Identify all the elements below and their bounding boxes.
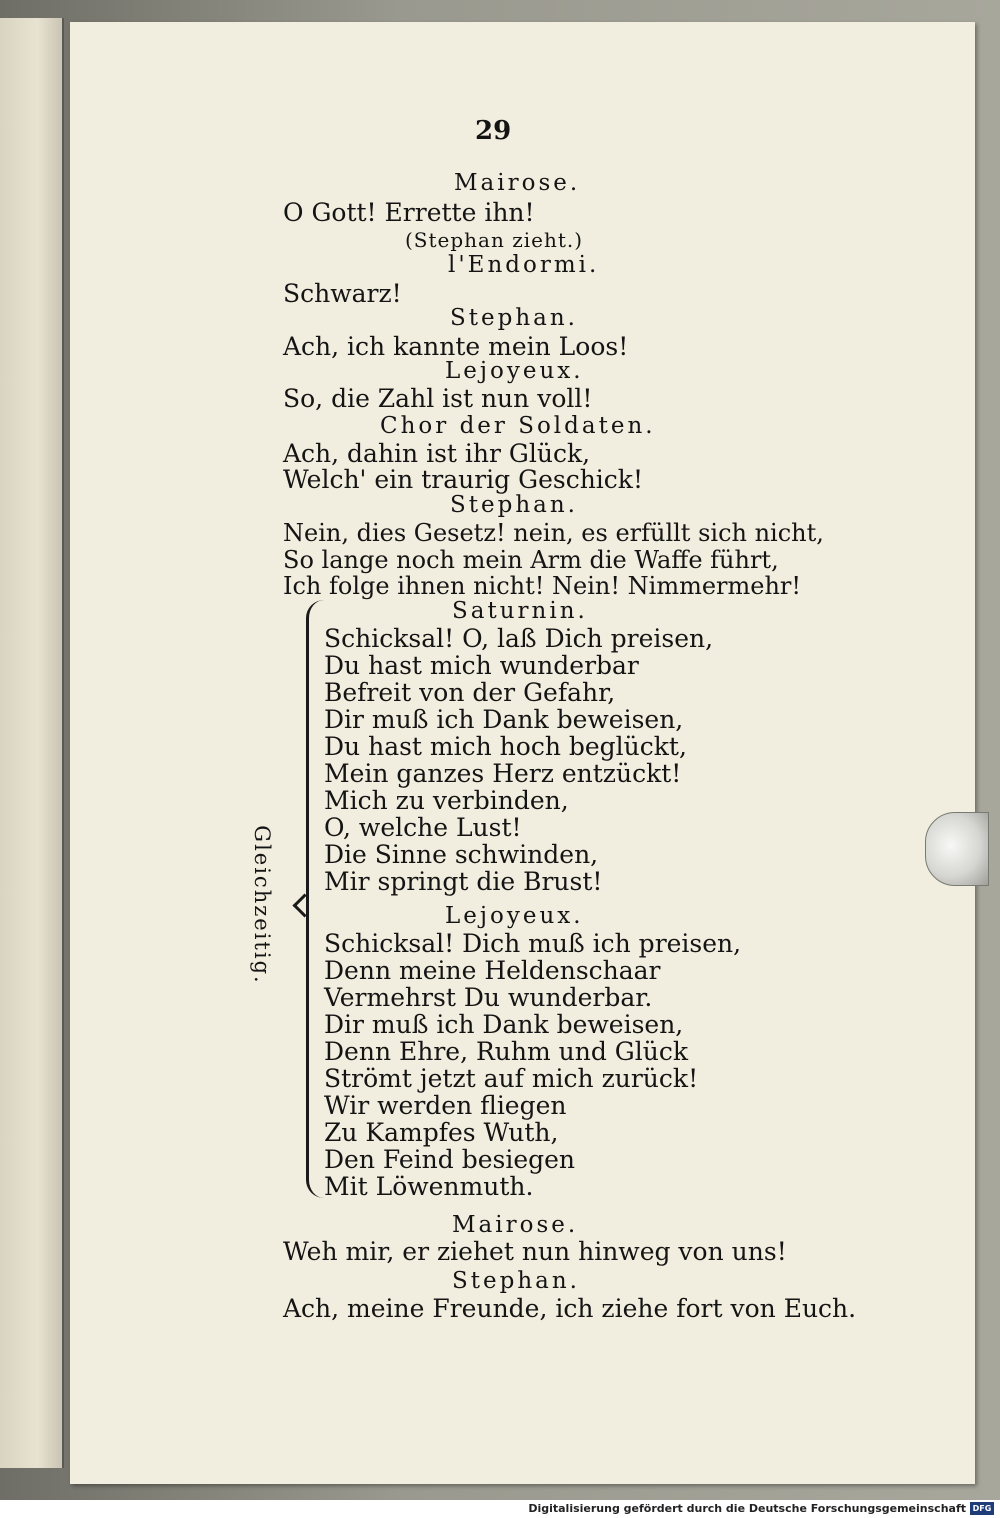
verse-line: Nein, dies Gesetz! nein, es erfüllt sich nicht, [283,519,824,547]
verse-line: So, die Zahl ist nun voll! [283,384,593,413]
speaker-label: Stephan. [450,305,578,331]
speaker-label: Lejoyeux. [445,903,584,929]
verse-line: Schwarz! [283,279,402,308]
page-clip [925,812,989,886]
verse-line: Du hast mich wunderbar [324,651,639,680]
verse-line: Mir springt die Brust! [324,867,603,896]
verse-line: Vermehrst Du wunderbar. [324,983,653,1012]
speaker-label: Lejoyeux. [445,358,584,384]
verse-line: Ach, meine Freunde, ich ziehe fort von Euch. [283,1294,857,1323]
verse-line: O Gott! Errette ihn! [283,198,535,227]
verse-line: Schicksal! Dich muß ich preisen, [324,929,742,958]
verse-line: Weh mir, er ziehet nun hinweg von uns! [283,1237,787,1266]
verse-line: Denn Ehre, Ruhm und Glück [324,1037,689,1066]
verse-line: Zu Kampfes Wuth, [324,1118,559,1147]
speaker-label: Mairose. [452,1212,579,1238]
verse-line: Denn meine Heldenschaar [324,956,661,985]
verse-line: Wir werden fliegen [324,1091,567,1120]
verse-line: Ach, ich kannte mein Loos! [283,332,629,361]
facing-page-edge [0,18,64,1468]
verse-line: Ach, dahin ist ihr Glück, [283,439,591,468]
stage-direction: (Stephan zieht.) [405,228,584,252]
verse-line: Dir muß ich Dank beweisen, [324,1010,684,1039]
speaker-label: Stephan. [452,1268,580,1294]
funding-note: Digitalisierung gefördert durch die Deutsche Forschungsgemeinschaft [528,1502,966,1515]
speaker-label: Mairose. [454,170,581,196]
verse-line: Mit Löwenmuth. [324,1172,534,1201]
speaker-label: Stephan. [450,492,578,518]
verse-line: Welch' ein traurig Geschick! [283,465,643,494]
verse-line: Befreit von der Gefahr, [324,678,616,707]
verse-line: Strömt jetzt auf mich zurück! [324,1064,699,1093]
verse-line: Ich folge ihnen nicht! Nein! Nimmermehr! [283,572,802,600]
speaker-label: l'Endormi. [448,252,600,278]
verse-line: Schicksal! O, laß Dich preisen, [324,624,714,653]
verse-line: O, welche Lust! [324,813,522,842]
verse-line: Mein ganzes Herz entzückt! [324,759,682,788]
simultaneous-label: Gleichzeitig. [250,825,274,985]
verse-line: Den Feind besiegen [324,1145,576,1174]
verse-line: So lange noch mein Arm die Waffe führt, [283,546,779,574]
speaker-label: Saturnin. [452,598,588,624]
verse-line: Du hast mich hoch beglückt, [324,732,687,761]
verse-line: Die Sinne schwinden, [324,840,599,869]
dfg-logo: DFG [970,1502,994,1515]
verse-line: Mich zu verbinden, [324,786,569,815]
speaker-label: Chor der Soldaten. [380,413,656,439]
page-number: 29 [475,116,512,146]
verse-line: Dir muß ich Dank beweisen, [324,705,684,734]
